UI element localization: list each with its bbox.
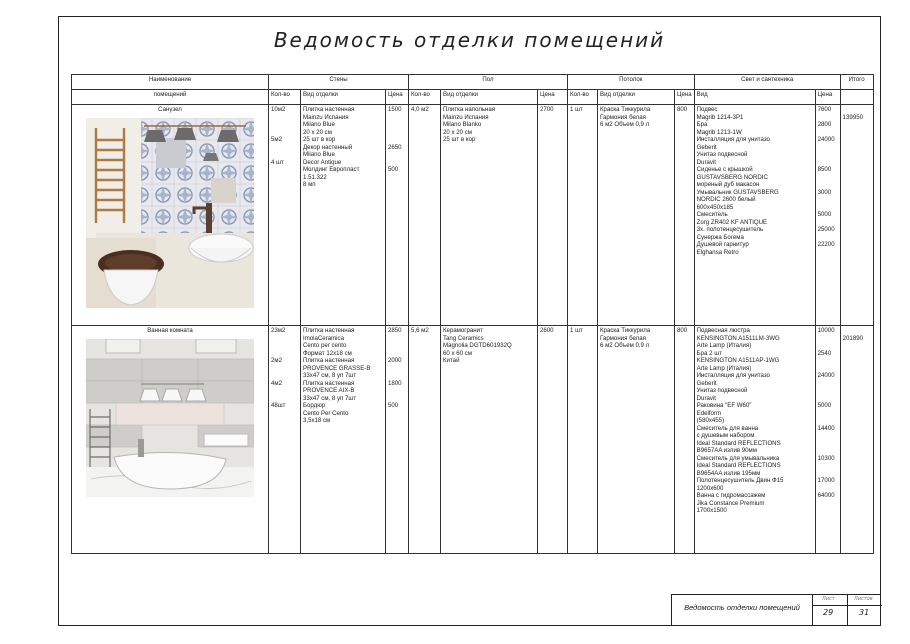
light-kind-line: Arte Lamp (Италия) (696, 342, 752, 349)
light-price-value: 2800 (817, 121, 832, 128)
walls-type-line: Плитка настенная (303, 106, 355, 113)
light-price-value: 7600 (817, 106, 832, 113)
total-cell (840, 326, 873, 554)
light-kind-line: KENSINGTON A1511LM-3WG (696, 334, 780, 342)
walls-type-cell (301, 326, 386, 554)
ceiling-type-line: 6 м2 Объем 0,9 л (600, 342, 650, 349)
floor-type-line: Tang Ceramics (443, 334, 484, 342)
ceiling-qty-cell: 1 шт (568, 105, 598, 326)
ceiling-type-line: Гармония белая (600, 113, 646, 121)
light-kind-line: KENSINGTON A1511AP-1WG (696, 357, 780, 364)
walls-type-line: Cento per cento (303, 342, 347, 349)
walls-type-line: Плитка настенная (303, 379, 355, 387)
light-kind-line: (580х455) (696, 417, 725, 424)
sheets-total: 31 (859, 608, 870, 617)
header-ceiling: Потолок (568, 75, 695, 90)
title-block (671, 594, 881, 626)
walls-qty-value: 5м2 (271, 136, 282, 143)
floor-type-cell (441, 105, 538, 326)
light-kind-line: Elghansa Retro (696, 248, 739, 256)
walls-qty-value: 23м2 (271, 327, 286, 334)
header-ceiling-qty: Кол-во (568, 90, 598, 105)
walls-qty-value: 48шт (271, 402, 286, 409)
header-row-2 (72, 90, 874, 105)
header-walls-price: Цена (386, 90, 409, 105)
light-kind-line: NORDIC 2600 белый (696, 196, 756, 203)
light-kind-line: B9654AA излив 195мм (696, 469, 761, 477)
room-cell-bathroom (72, 105, 269, 326)
ceiling-qty-cell: 1 шт (568, 326, 598, 554)
walls-price-value: 1500 (388, 106, 402, 113)
walls-type-line: 1.51.322 (303, 173, 327, 181)
light-price-cell (815, 105, 840, 326)
light-kind-line: Подвесная люстра (696, 327, 750, 334)
moodboard-image-wc (86, 118, 254, 308)
header-walls: Стены (269, 75, 409, 90)
light-kind-cell (694, 326, 815, 554)
light-kind-line: Смеситель для ванна (696, 424, 759, 432)
light-price-value: 3000 (817, 188, 832, 196)
ceiling-price-cell: 800 (675, 105, 695, 326)
floor-qty-cell: 5,6 м2 (409, 326, 441, 554)
light-kind-line: 1200х600 (696, 484, 724, 492)
light-price-value: 10000 (817, 327, 835, 334)
header-floor: Пол (409, 75, 568, 90)
floor-type-line: Плитка напольная (443, 106, 496, 113)
light-price-value: 24000 (817, 372, 835, 379)
ceiling-type-line: Краска Тиккурила (600, 327, 651, 334)
light-kind-line: мореный дуб макасон (696, 181, 760, 188)
walls-qty-value (271, 151, 298, 159)
light-kind-line: Geberit (696, 143, 717, 151)
walls-type-line: Формат 12х18 см (303, 349, 352, 357)
walls-price-value: 2000 (388, 357, 402, 364)
moodboard-bathroom-illustration (86, 339, 254, 497)
light-kind-line: Инсталляция для унитазо (696, 372, 770, 379)
ceiling-type-line: Гармония белая (600, 334, 646, 342)
sheets-label: Листов (854, 596, 873, 602)
walls-type-line: 33х47 см, 8 уп 7шт (303, 394, 357, 402)
light-price-value: 5000 (817, 211, 832, 218)
floor-type-line: 60 х 60 см (443, 349, 472, 357)
walls-qty-value (271, 114, 298, 122)
page-title: Ведомость отделки помещений (273, 28, 666, 52)
room-cell-bathroom-2 (72, 326, 269, 554)
light-kind-line: Душевой гарнитур (696, 241, 749, 248)
walls-qty-cell (269, 105, 301, 326)
walls-qty-value: 2м2 (271, 357, 282, 364)
walls-qty-value: 4м2 (271, 379, 282, 387)
walls-price-value: 1800 (388, 379, 402, 387)
room-name: Санузел (158, 106, 182, 113)
light-kind-line: Инсталляция для унитазо (696, 136, 770, 143)
light-kind-line: Arte Lamp (Италия) (696, 364, 752, 372)
light-kind-line: Duravit (696, 158, 716, 166)
header-name: Наименование (72, 75, 269, 90)
floor-type-line: 25 шт в кор (443, 136, 476, 143)
light-price-value: 2540 (817, 349, 832, 357)
ceiling-type-line: Краска Тиккурила (600, 106, 651, 113)
light-kind-line: Полотенцесушитель Двин Ф15 (696, 477, 784, 484)
walls-type-line: Milano Blue (303, 121, 335, 128)
floor-price-cell: 2700 (538, 105, 568, 326)
light-kind-line: 3х. полотенцесушитель (696, 226, 764, 233)
light-kind-line: Magrib 1214-3P1 (696, 113, 744, 121)
walls-price-cell (386, 326, 409, 554)
header-light-price: Цена (815, 90, 840, 105)
light-kind-line: Ideal Standard REFLECTIONS (696, 462, 781, 469)
walls-type-line: ImolaCeramica (303, 334, 344, 342)
title-block-name: Ведомость отделки помещений (684, 603, 800, 612)
walls-qty-value: 4 шт (271, 158, 284, 166)
walls-type-line: 8 мп (303, 181, 316, 188)
walls-type-line: Decor Antique (303, 158, 342, 166)
header-floor-price: Цена (538, 90, 568, 105)
ceiling-price-cell: 800 (675, 326, 695, 554)
light-kind-line: 1700х1500 (696, 507, 727, 514)
light-kind-line: Смеситель (696, 211, 728, 218)
walls-qty-value (271, 121, 298, 129)
light-kind-line: Magrib 1213-1W (696, 128, 742, 136)
light-kind-line: Подвес (696, 106, 718, 113)
walls-type-line: 3,5х18 см (303, 417, 331, 424)
ceiling-type-line: 6 м2 Объем 0,9 л (600, 121, 650, 128)
walls-type-line: Декор настенный (303, 143, 353, 151)
floor-price-cell: 2600 (538, 326, 568, 554)
walls-price-value: 500 (388, 402, 399, 409)
title-block-divider (812, 595, 813, 625)
header-name-2: помещений (72, 90, 269, 105)
light-price-value: 5000 (817, 402, 832, 409)
walls-type-line: PROVENCE AIX-B (303, 387, 355, 394)
room-total: 139950 (842, 114, 863, 121)
floor-type-line: Керамогранит (443, 327, 483, 334)
total-cell (840, 105, 873, 326)
walls-type-line: Mainzu Испания (303, 113, 349, 121)
walls-type-line: Cento Per Cento (303, 409, 349, 417)
walls-price-cell (386, 105, 409, 326)
light-price-value: 24000 (817, 136, 835, 143)
walls-price-value: 500 (388, 166, 399, 173)
finish-schedule-table (71, 74, 874, 554)
header-floor-qty: Кол-во (409, 90, 441, 105)
walls-type-cell (301, 105, 386, 326)
title-block-divider (812, 605, 882, 606)
header-walls-qty: Кол-во (269, 90, 301, 105)
light-kind-line: Jika Constance Premium (696, 499, 765, 507)
header-ceiling-type: Вид отделки (598, 90, 675, 105)
walls-type-line: Бордюр (303, 402, 326, 409)
floor-type-cell (441, 326, 538, 554)
header-light: Свет и сантехника (694, 75, 840, 90)
room-total: 201890 (842, 335, 863, 342)
walls-type-line: 25 шт в кор (303, 136, 336, 143)
floor-type-line: Mainzu Испания (443, 113, 489, 121)
light-kind-line: Унитаз подвесной (696, 151, 748, 158)
light-kind-line: B9657AA излив 90мм (696, 447, 757, 454)
header-ceiling-price: Цена (675, 90, 695, 105)
light-price-value: 25000 (817, 226, 835, 233)
moodboard-image-bathroom (86, 339, 254, 497)
light-price-value: 10300 (817, 454, 835, 462)
walls-type-line: 33х47 см, 8 уп 7шт (303, 372, 357, 379)
light-kind-line: Унитаз подвесной (696, 387, 748, 394)
light-price-value: 64000 (817, 492, 835, 499)
walls-price-value: 2850 (388, 327, 402, 334)
floor-type-line: Китай (443, 357, 460, 364)
light-price-cell (815, 326, 840, 554)
light-kind-line: Сиденье с крышкой (696, 166, 753, 173)
floor-type-line: 20 х 20 см (443, 128, 472, 136)
sheet-label: Лист (822, 596, 835, 602)
header-total-2 (840, 90, 873, 105)
light-kind-cell (694, 105, 815, 326)
floor-type-line: Milano Blanko (443, 121, 482, 128)
light-price-value: 8500 (817, 166, 832, 173)
floor-qty-cell: 4,0 м2 (409, 105, 441, 326)
light-price-value: 22200 (817, 241, 835, 248)
header-walls-type: Вид отделки (301, 90, 386, 105)
light-kind-line: Смеситель для умывальника (696, 454, 780, 462)
light-kind-line: Zorg ZR402 KF ANTIQUE (696, 218, 768, 226)
walls-type-line: PROVENCE GRASSE-B (303, 364, 371, 372)
light-kind-line: 600х450х185 (696, 203, 734, 211)
table-row (72, 326, 874, 554)
room-name: Ванная комната (147, 327, 193, 334)
header-floor-type: Вид отделки (441, 90, 538, 105)
light-kind-line: с душевым набором (696, 432, 755, 439)
light-kind-line: Сунержа Богема (696, 233, 744, 241)
light-kind-line: Geberit (696, 379, 717, 387)
walls-type-line: Молдинг Европласт (303, 166, 360, 173)
walls-type-line: Плитка настенная (303, 327, 355, 334)
light-kind-line: Ванна с гидромассажем (696, 492, 766, 499)
walls-type-line: Milano Blue (303, 151, 335, 158)
walls-qty-value: 10м2 (271, 106, 286, 113)
header-light-kind: Вид (694, 90, 815, 105)
header-total: Итого (840, 75, 873, 90)
sheet-number: 29 (823, 608, 834, 617)
moodboard-wc-illustration (86, 118, 254, 308)
light-kind-line: Умывальник GUSTAVSBERG (696, 188, 779, 196)
light-kind-line: Раковина "EF W60" (696, 402, 752, 409)
walls-price-value: 2650 (388, 143, 402, 151)
light-kind-line: Ideal Standard REFLECTIONS (696, 439, 781, 447)
ceiling-type-cell (598, 326, 675, 554)
table-row (72, 105, 874, 326)
walls-type-line: 20 х 20 см (303, 128, 332, 136)
light-kind-line: GUSTAVSBERG NORDIC (696, 173, 768, 181)
light-kind-line: Duravit (696, 394, 716, 402)
light-kind-line: Edelform (696, 409, 722, 417)
walls-qty-value (271, 144, 298, 152)
title-block-divider (847, 595, 848, 625)
walls-type-line: Плитка настенная (303, 357, 355, 364)
light-price-value: 14400 (817, 424, 835, 432)
walls-qty-cell (269, 326, 301, 554)
light-kind-line: Бра 2 шт (696, 349, 722, 357)
header-row-1 (72, 75, 874, 90)
light-price-value: 17000 (817, 477, 835, 484)
ceiling-type-cell (598, 105, 675, 326)
floor-type-line: Magnolia DGTD601932Q (443, 342, 512, 349)
light-kind-line: Бра (696, 121, 708, 128)
walls-qty-value (271, 129, 298, 137)
